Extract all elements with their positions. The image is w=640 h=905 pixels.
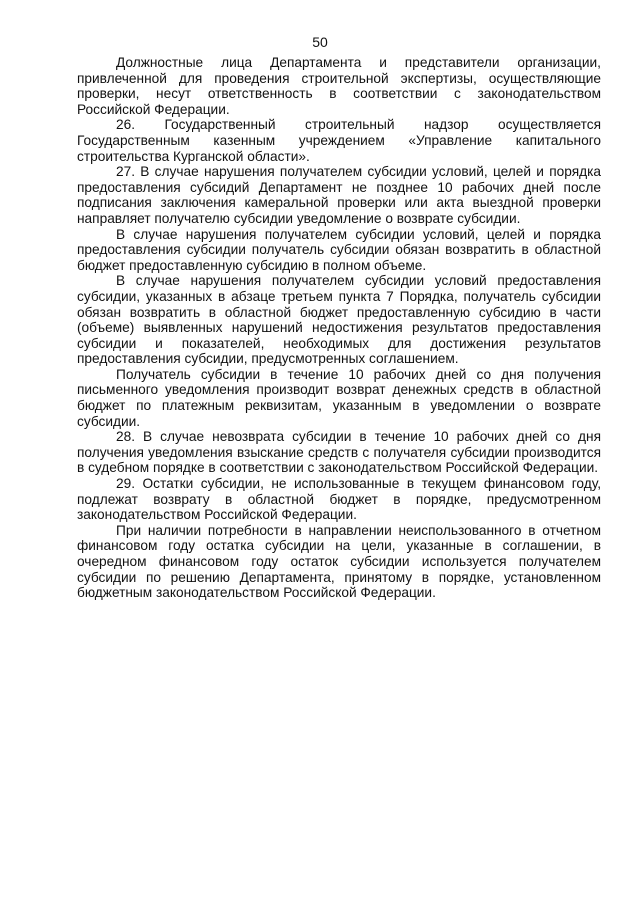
document-body (77, 55, 601, 601)
paragraph-balance-usage: При наличии потребности в направлении неиспользованного в отчетном финансовом году остатка субсидии на цели, указанные в соглашении, в очередном финансовом году остаток субсидии используется получателем субсидии по решению Департамента, принятому в порядке, установленном бюджетным законодательством Российской Федерации. (77, 522, 601, 601)
paragraph-refund-deadline: Получатель субсидии в течение 10 рабочих дней со дня получения письменного уведомления производит возврат денежных средств в областной бюджет по платежным реквизитам, указанным в уведомлении о возврате субсидии. (77, 366, 601, 429)
paragraph-officials-responsibility: Должностные лица Департамента и представители организации, привлеченной для проведения строительной экспертизы, осуществляющие проверки, несут ответственность в соответствии с законодательством Российской Федерации. (77, 55, 601, 117)
paragraph-27-violation-notice: 27. В случае нарушения получателем субсидии условий, целей и порядка предоставления субсидий Департамент не позднее 10 рабочих дней после подписания заключения камеральной проверки или акта выездной проверки направляет получателю субсидии уведомление о возврате субсидии. (77, 164, 601, 226)
paragraph-full-refund: В случае нарушения получателем субсидии условий, целей и порядка предоставления субсидии получатель субсидии обязан возвратить в областной бюджет предоставленную субсидию в полном объеме. (77, 226, 601, 273)
paragraph-26-construction-supervision: 26. Государственный строительный надзор осуществляется Государственным казенным учреждением «Управление капитального строительства Курганской области». (77, 117, 601, 164)
paragraph-partial-refund: В случае нарушения получателем субсидии условий предоставления субсидии, указанных в абзаце третьем пункта 7 Порядка, получатель субсидии обязан возвратить в областной бюджет предоставленную субсидию в части (объеме) выявленных нарушений недостижения результатов предоставления субсидии и показателей, необходимых для достижения результатов предоставления субсидии, предусмотренных соглашением. (77, 273, 601, 367)
paragraph-28-non-return: 28. В случае невозврата субсидии в течение 10 рабочих дней со дня получения уведомления взыскание средств с получателя субсидии производится в судебном порядке в соответствии с законодательством Российской Федерации. (77, 429, 601, 476)
page-number: 50 (312, 34, 328, 50)
paragraph-29-unused-balances: 29. Остатки субсидии, не использованные в текущем финансовом году, подлежат возврату в областной бюджет в порядке, предусмотренном законодательством Российской Федерации. (77, 476, 601, 523)
